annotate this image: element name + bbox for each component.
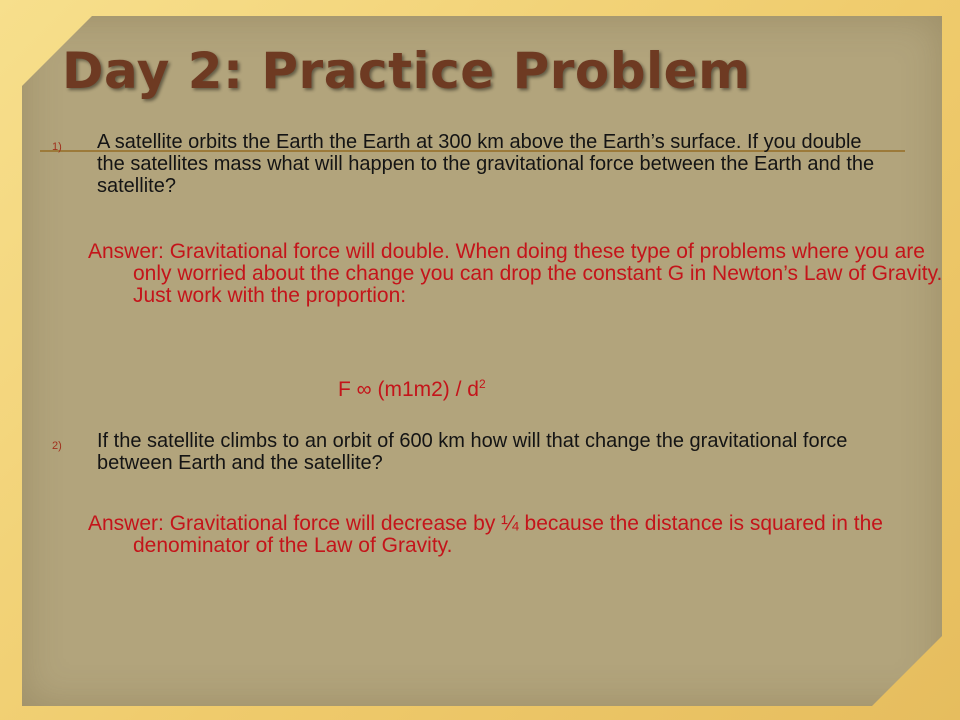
question-2-text: If the satellite climbs to an orbit of 600 km how will that change the gravitational force between Earth and the satellite? xyxy=(97,430,848,474)
slide-panel xyxy=(22,16,942,706)
question-1-number: 1) xyxy=(52,141,62,153)
question-1-text: A satellite orbits the Earth the Earth at 300 km above the Earth’s surface. If you double the satellites mass what will happen to the gravitational force between the Earth and the satellite? xyxy=(97,131,875,197)
answer-1: Answer: Gravitational force will double. When doing these type of problems where you are only worried about the change you can drop the constant G in Newton’s Law of Gravity. Just work with the proportion: xyxy=(88,240,943,307)
gravity-proportion-formula xyxy=(338,378,486,402)
question-1 xyxy=(52,131,882,197)
formula-main: F ∞ (m1m2) / d xyxy=(338,378,479,401)
question-2-number: 2) xyxy=(52,440,62,452)
formula-exponent: 2 xyxy=(478,377,486,391)
answer-2: Answer: Gravitational force will decrease by ¼ because the distance is squared in the denominator of the Law of Gravity. xyxy=(88,512,883,557)
question-2 xyxy=(52,430,882,474)
slide-title: Day 2: Practice Problem xyxy=(62,42,751,100)
